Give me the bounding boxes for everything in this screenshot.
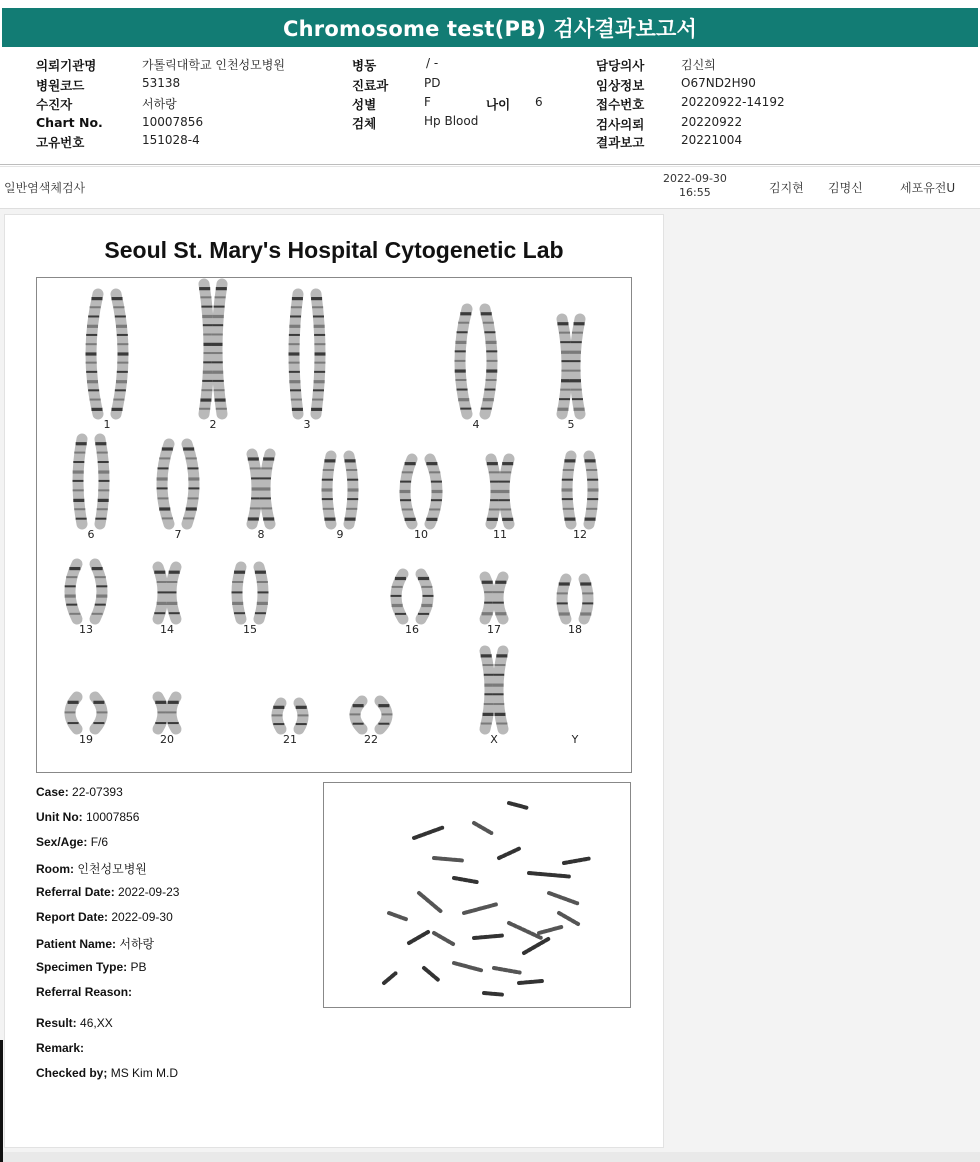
chromosome-label: 16 [405,623,419,636]
metaphase-chromosome [409,932,428,943]
age-value: 6 [535,95,543,109]
doctor-value: 김신희 [681,58,716,72]
chromosome-label: 1 [103,418,111,431]
metaphase-spread-image [324,783,630,1007]
metaphase-spread-panel [323,782,631,1008]
institution-value: 가톨릭대학교 인천성모병원 [142,58,285,72]
room-label: Room: [36,862,74,876]
chromosome-10 [400,459,443,524]
divider [0,164,980,165]
department-name: 세포유전U [900,181,956,195]
age-label: 나이 [486,97,511,112]
metaphase-chromosome [419,893,442,912]
chromosome-label: 8 [257,528,265,541]
unit-label: Unit No: [36,810,83,824]
metaphase-chromosome [414,828,442,838]
chromosome-label: 18 [568,623,582,636]
recipient-label: 수진자 [36,97,73,112]
chromosome-21 [272,703,309,729]
reporter-2: 김명신 [828,181,863,195]
chromosome-label: 10 [414,528,428,541]
unit-value: 10007856 [86,810,140,824]
chart-no-value: 10007856 [142,115,204,129]
institution-label: 의뢰기관명 [36,58,97,73]
metaphase-chromosome [454,963,483,971]
metaphase-chromosome [564,859,589,863]
patient-name-value: 서하랑 [119,937,155,951]
hospital-code-value: 53138 [142,76,181,90]
report-title: Chromosome test(PB) 검사결과보고서 [283,16,697,41]
reporter-1: 김지현 [769,181,804,195]
chromosome-11 [487,459,513,524]
patient-name-label: Patient Name: [36,937,117,951]
sex-label: 성별 [352,97,377,112]
dept-label: 진료과 [352,78,389,93]
sexage-value: F/6 [90,835,109,849]
metaphase-chromosome [524,938,550,953]
chromosome-label: 4 [472,418,480,431]
referral-date-label: Referral Date: [36,885,115,899]
report-title-bar [2,8,978,47]
unique-no-label: 고유번호 [36,135,85,150]
room-value: 인천성모병원 [77,862,147,876]
chromosome-13 [65,564,108,619]
report-date-label: Report Date: [36,910,109,924]
metaphase-chromosome [509,803,526,808]
result-label: Result: [36,1016,77,1030]
patient-info-panel [0,47,980,165]
unique-no-value: 151028-4 [142,133,200,147]
chromosome-label: 11 [493,528,507,541]
case-value: 22-07393 [72,785,123,799]
test-name: 일반염색체검사 [4,181,86,195]
chromosome-label: 13 [79,623,93,636]
result-list-row[interactable] [0,168,980,209]
report-date-value: 2022-09-30 [111,910,173,924]
bottom-scroll-strip [0,1152,980,1162]
checked-by-label: Checked by; [36,1066,108,1080]
chromosome-label: 5 [567,418,575,431]
chromosome-16 [391,574,434,619]
chromosome-label: 19 [79,733,93,746]
chromosome-label: 22 [364,733,378,746]
metaphase-chromosome [509,923,541,938]
recipient-value: 서하랑 [142,97,177,111]
chromosome-label: 14 [160,623,174,636]
metaphase-chromosome [494,968,520,973]
karyogram-panel [36,277,632,773]
sex-value: F [424,95,431,109]
clinical-label: 임상정보 [596,78,645,93]
chromosome-7 [157,444,200,524]
chromosome-1 [86,294,129,414]
chromosome-label: 7 [174,528,182,541]
metaphase-chromosome [559,913,578,924]
chromosome-6 [73,439,110,524]
chromosome-20 [155,697,178,729]
specimen-label: 검체 [352,116,377,131]
doctor-label: 담당의사 [596,58,645,73]
checked-by-value: MS Kim M.D [110,1066,179,1080]
metaphase-chromosome [519,981,544,983]
chromosome-12 [562,456,599,524]
dept-value: PD [424,76,441,90]
metaphase-chromosome [474,935,504,938]
result-date: 2022-09-30 [663,172,727,185]
chromosome-2 [199,284,227,414]
sexage-label: Sex/Age: [36,835,88,849]
chromosome-label: 6 [87,528,95,541]
result-time: 16:55 [679,186,711,199]
specimen-value: Hp Blood [424,114,479,128]
divider [0,166,980,167]
request-value: 20220922 [681,115,743,129]
metaphase-chromosome [499,849,519,858]
chromosome-label: X [490,733,498,746]
metaphase-chromosome [434,858,462,860]
karyotype-report-document [4,214,664,1148]
chromosome-18 [557,579,594,619]
ward-label: 병동 [352,58,377,73]
chromosome-3 [289,294,326,414]
referral-reason-label: Referral Reason: [36,985,133,999]
receipt-value: 20220922-14192 [681,95,785,109]
chromosome-4 [455,309,498,414]
metaphase-chromosome [454,878,479,882]
metaphase-chromosome [464,904,497,913]
chromosome-9 [322,456,359,524]
chromosome-label: 3 [303,418,311,431]
metaphase-chromosome [384,973,395,983]
chromosome-label: 15 [243,623,257,636]
chromosome-label: 21 [283,733,297,746]
chromosome-label: 20 [160,733,174,746]
chromosome-19 [65,697,108,729]
receipt-label: 접수번호 [596,97,645,112]
chart-no-label: Chart No. [36,115,103,130]
karyogram-image [37,278,631,772]
chromosome-15 [232,567,269,619]
chromosome-X [481,651,508,729]
ward-value: / - [426,56,439,70]
metaphase-chromosome [549,893,577,903]
result-value: 46,XX [80,1016,113,1030]
request-label: 검사의뢰 [596,117,645,132]
chromosome-label: 2 [209,418,217,431]
clinical-value: O67ND2H90 [681,76,756,90]
metaphase-chromosome [424,968,438,980]
metaphase-chromosome [529,873,569,876]
metaphase-chromosome [474,823,491,833]
chromosome-17 [482,577,507,619]
specimen-type-label: Specimen Type: [36,960,128,974]
chromosome-22 [350,701,393,729]
report-value: 20221004 [681,133,743,147]
chromosome-label: 12 [573,528,587,541]
lab-title: Seoul St. Mary's Hospital Cytogenetic Lab [104,237,564,263]
case-label: Case: [36,785,69,799]
remark-label: Remark: [36,1041,85,1055]
chromosome-label: Y [571,733,579,746]
hospital-code-label: 병원코드 [36,78,85,93]
metaphase-chromosome [389,913,406,919]
specimen-type-value: PB [130,960,147,974]
window-edge [0,1040,3,1162]
metaphase-chromosome [539,927,562,933]
referral-date-value: 2022-09-23 [118,885,180,899]
chromosome-label: 17 [487,623,501,636]
chromosome-label: 9 [336,528,344,541]
chromosome-14 [154,567,179,619]
metaphase-chromosome [484,993,504,995]
metaphase-chromosome [434,933,453,944]
report-label: 결과보고 [596,135,645,150]
chromosome-5 [557,319,584,414]
chromosome-8 [248,454,274,524]
